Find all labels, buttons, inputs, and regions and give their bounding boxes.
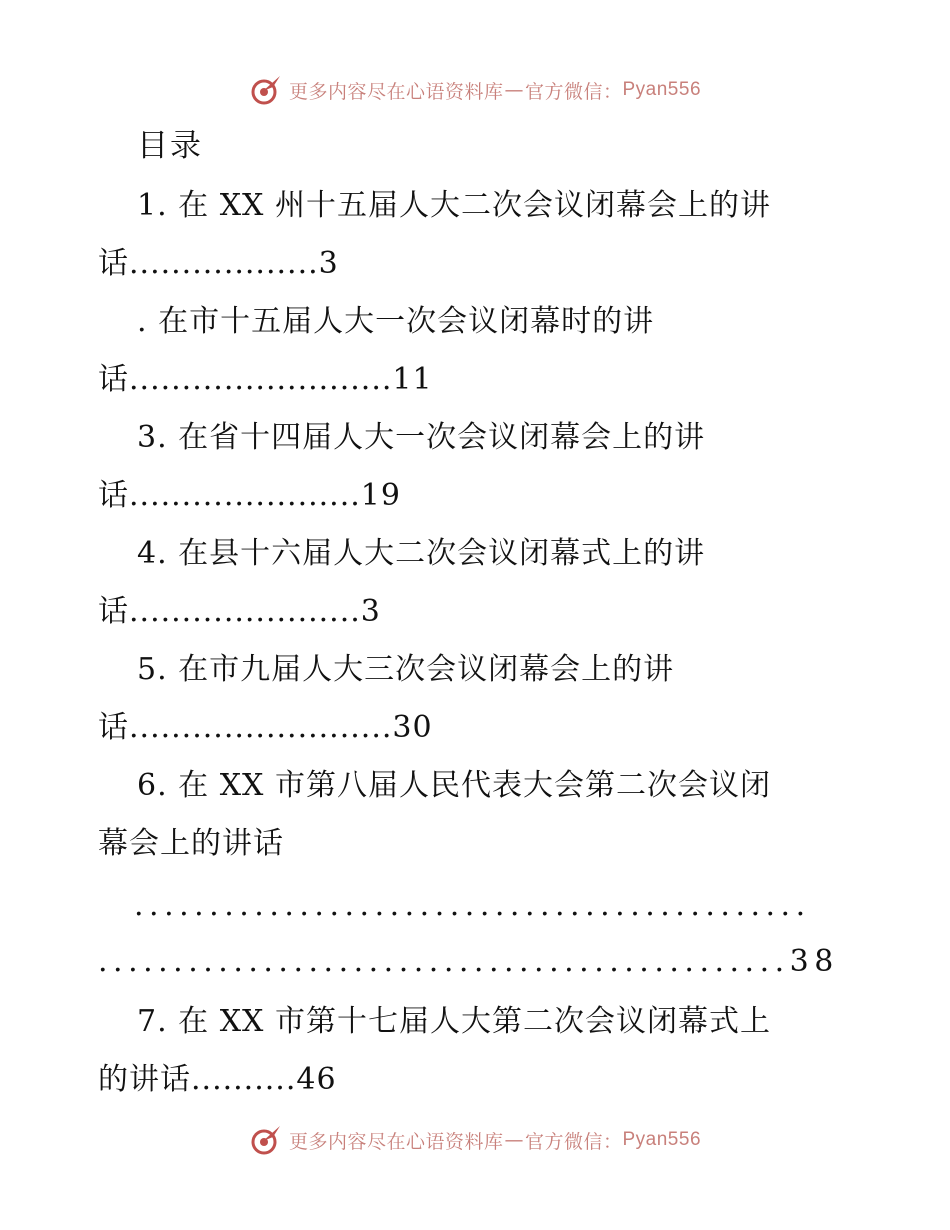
banner-wechat-id: Pyan556 (622, 1129, 702, 1150)
toc-entry-4-line-1: 4. 在县十六届人大二次会议闭幕式上的讲 (137, 536, 706, 571)
banner-wechat-id: Pyan556 (622, 79, 702, 100)
toc-entry-7-line-2: 的讲话..........46 (98, 1062, 337, 1097)
toc-entry-5-line-1: 5. 在市九届人大三次会议闭幕会上的讲 (137, 652, 675, 687)
toc-entry-1-line-2: 话..................3 (98, 246, 339, 281)
banner-separator: — (504, 1129, 524, 1151)
banner-text: 更多内容尽在心语资料库 (288, 80, 504, 103)
banner-separator: — (504, 79, 524, 101)
toc-entry-2-line-1: . 在市十五届人大一次会议闭幕时的讲 (137, 304, 655, 339)
toc-entry-6-line-2: 幕会上的讲话 (98, 826, 284, 861)
toc-entry-4-line-2: 话......................3 (98, 594, 381, 629)
toc-entry-3-line-2: 话......................19 (98, 478, 401, 513)
toc-entry-3-line-1: 3. 在省十四届人大一次会议闭幕会上的讲 (137, 420, 706, 455)
toc-entry-2-line-2: 话.........................11 (98, 362, 433, 397)
toc-entry-7-line-1: 7. 在 XX 市第十七届人大第二次会议闭幕式上 (137, 1004, 771, 1039)
banner-label: 官方微信： (524, 1130, 623, 1153)
toc-entry-6-leader-1: ............................................. (134, 888, 811, 923)
footer-watermark (0, 1120, 950, 1160)
quill-logo-icon (249, 73, 283, 107)
quill-logo-icon (249, 1123, 283, 1157)
banner-label: 官方微信： (524, 80, 623, 103)
toc-entry-5-line-2: 话.........................30 (98, 710, 433, 745)
toc-entry-6-line-1: 6. 在 XX 市第八届人民代表大会第二次会议闭 (137, 768, 771, 803)
toc-title: 目录 (137, 128, 203, 164)
header-watermark (0, 70, 950, 110)
banner-text: 更多内容尽在心语资料库 (288, 1130, 504, 1153)
toc-entry-1-line-1: 1. 在 XX 州十五届人大二次会议闭幕会上的讲 (137, 188, 771, 223)
toc-entry-6-leader-2: ..............................................38 (98, 944, 839, 979)
